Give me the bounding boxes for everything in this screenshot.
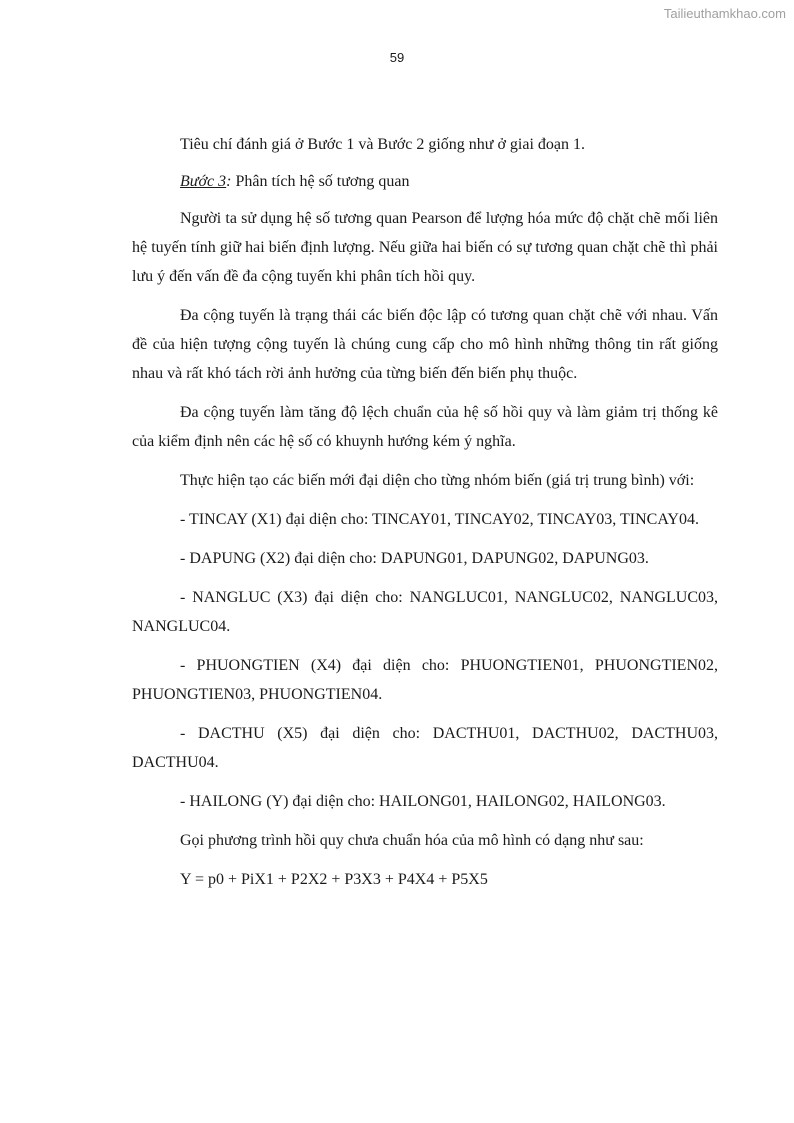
paragraph-std-error: Đa cộng tuyến làm tăng độ lệch chuẩn của hệ số hồi quy và làm giảm trị thống kê của kiểm định nên các hệ số có khuynh hướng kém ý nghĩa. [132,404,718,450]
paragraph-regression: Gọi phương trình hồi quy chưa chuẩn hóa của mô hình có dạng như sau: [180,832,644,849]
list-item: - TINCAY (X1) đại diện cho: TINCAY01, TINCAY02, TINCAY03, TINCAY04. [180,511,699,528]
step3-label: Bước 3 [180,173,227,190]
regression-equation: Y = p0 + PiX1 + P2X2 + P3X3 + P4X4 + P5X5 [180,871,488,888]
paragraph-pearson: Người ta sử dụng hệ số tương quan Pearson để lượng hóa mức độ chặt chẽ mối liên hệ tuyến tính giữ hai biến định lượng. Nếu giữa hai biến có sự tương quan chặt chẽ thì phải lưu ý đến vấn đề đa cộng tuyến khi phân tích hồi quy. [132,210,718,285]
list-item: - NANGLUC (X3) đại diện cho: NANGLUC01, NANGLUC02, NANGLUC03, NANGLUC04. [132,589,718,635]
paragraph-new-variables: Thực hiện tạo các biến mới đại diện cho từng nhóm biến (giá trị trung bình) với: [180,472,695,489]
step3-title: Phân tích hệ số tương quan [231,173,410,190]
document-body [132,130,718,904]
step3-colon: : [226,173,232,190]
list-item: - DAPUNG (X2) đại diện cho: DAPUNG01, DAPUNG02, DAPUNG03. [180,550,649,567]
list-item: - DACTHU (X5) đại diện cho: DACTHU01, DACTHU02, DACTHU03, DACTHU04. [132,725,718,771]
paragraph-multicollinearity: Đa cộng tuyến là trạng thái các biến độc lập có tương quan chặt chẽ với nhau. Vấn đề của hiện tượng cộng tuyến là chúng cung cấp cho mô hình những thông tin rất giống nhau và rất khó tách rời ảnh hưởng của từng biến đến biến phụ thuộc. [132,307,718,382]
page-number: 59 [389,50,405,65]
paragraph-criteria: Tiêu chí đánh giá ở Bước 1 và Bước 2 giống như ở giai đoạn 1. [180,136,585,153]
list-item: - PHUONGTIEN (X4) đại diện cho: PHUONGTIEN01, PHUONGTIEN02, PHUONGTIEN03, PHUONGTIEN04. [132,657,718,703]
watermark: Tailieuthamkhao.com [663,6,786,21]
step3-heading [132,167,718,196]
list-item: - HAILONG (Y) đại diện cho: HAILONG01, HAILONG02, HAILONG03. [180,793,666,810]
